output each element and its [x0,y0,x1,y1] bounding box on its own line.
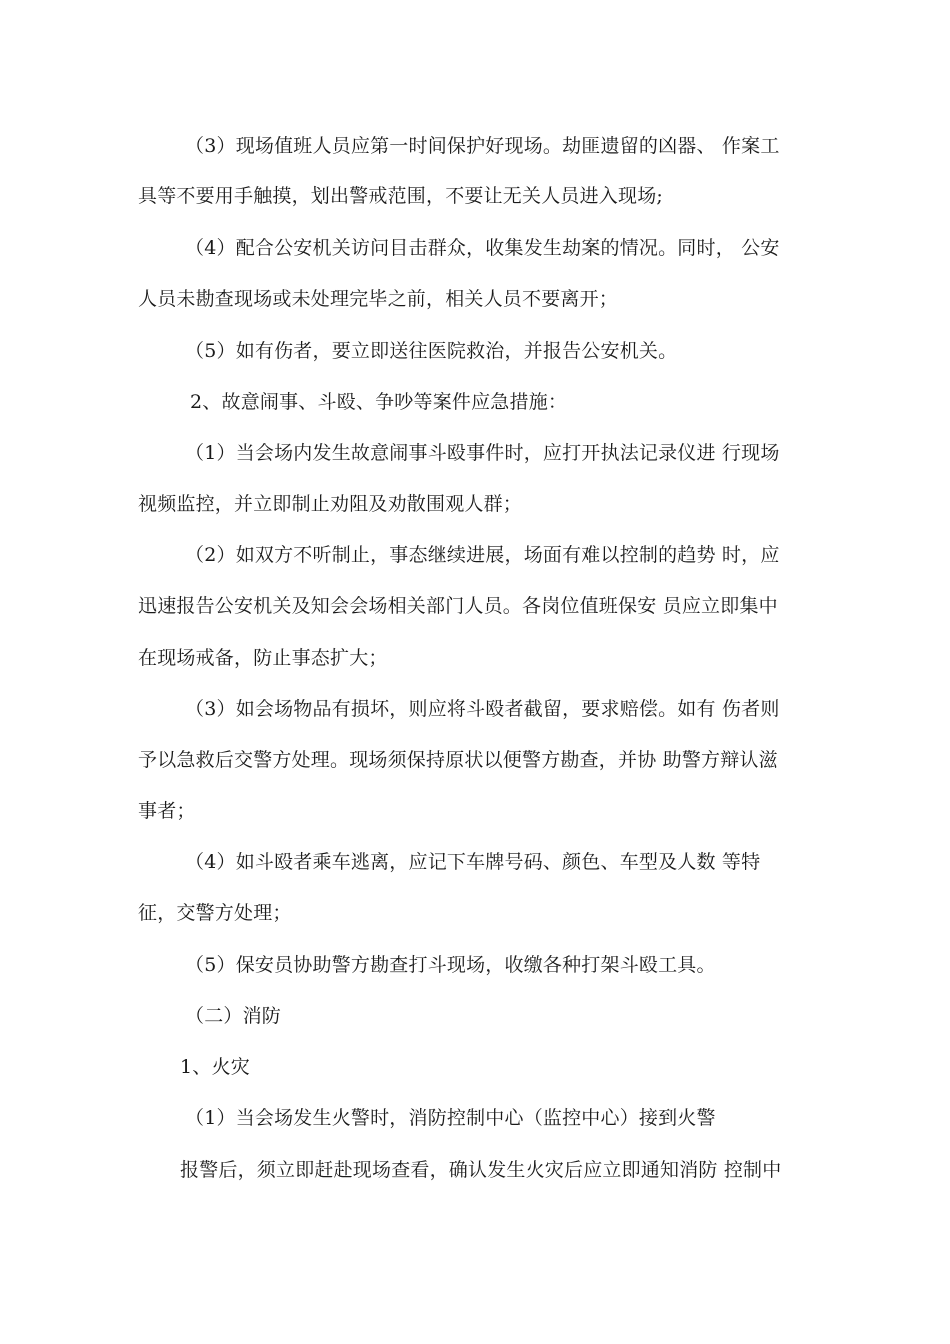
text-line-11: 在现场戒备，防止事态扩大； [138,647,388,669]
text-line-7: （1）当会场内发生故意闹事斗殴事件时，应打开执法记录仪进 行现场 [185,442,780,464]
text-line-16: 征，交警方处理； [138,902,292,924]
text-line-1: （3）现场值班人员应第一时间保护好现场。劫匪遗留的凶器、 作案工 [185,135,780,157]
text-line-13: 予以急救后交警方处理。现场须保持原状以便警方勘查，并协 助警方辩认滋 [138,749,778,771]
text-line-10: 迅速报告公安机关及知会会场相关部门人员。各岗位值班保安 员应立即集中 [138,595,778,617]
text-line-20: （1）当会场发生火警时，消防控制中心（监控中心）接到火警 [185,1107,716,1129]
text-line-2: 具等不要用手触摸，划出警戒范围，不要让无关人员进入现场; [138,185,664,207]
text-line-21: 报警后，须立即赶赴现场查看，确认发生火灾后应立即通知消防 控制中 [180,1159,782,1181]
text-line-4: 人员未勘查现场或未处理完毕之前，相关人员不要离开； [138,288,619,310]
text-line-15: （4）如斗殴者乘车逃离，应记下车牌号码、颜色、车型及人数 等特 [185,851,761,873]
text-line-12: （3）如会场物品有损坏，则应将斗殴者截留，要求赔偿。如有 伤者则 [185,698,780,720]
section-heading-fire: （二）消防 [185,1005,282,1027]
section-heading-2: 2、故意闹事、斗殴、争吵等案件应急措施： [190,391,568,413]
subsection-heading-fire: 1、火灾 [180,1056,250,1078]
text-line-8: 视频监控，并立即制止劝阻及劝散围观人群； [138,493,523,515]
text-line-5: （5）如有伤者，要立即送往医院救治，并报告公安机关。 [185,340,678,362]
text-line-3: （4）配合公安机关访问目击群众，收集发生劫案的情况。同时， 公安 [185,237,780,259]
text-line-9: （2）如双方不听制止，事态继续进展，场面有难以控制的趋势 时，应 [185,544,780,566]
text-line-17: （5）保安员协助警方勘查打斗现场，收缴各种打架斗殴工具。 [185,954,716,976]
text-line-14: 事者； [138,800,196,822]
